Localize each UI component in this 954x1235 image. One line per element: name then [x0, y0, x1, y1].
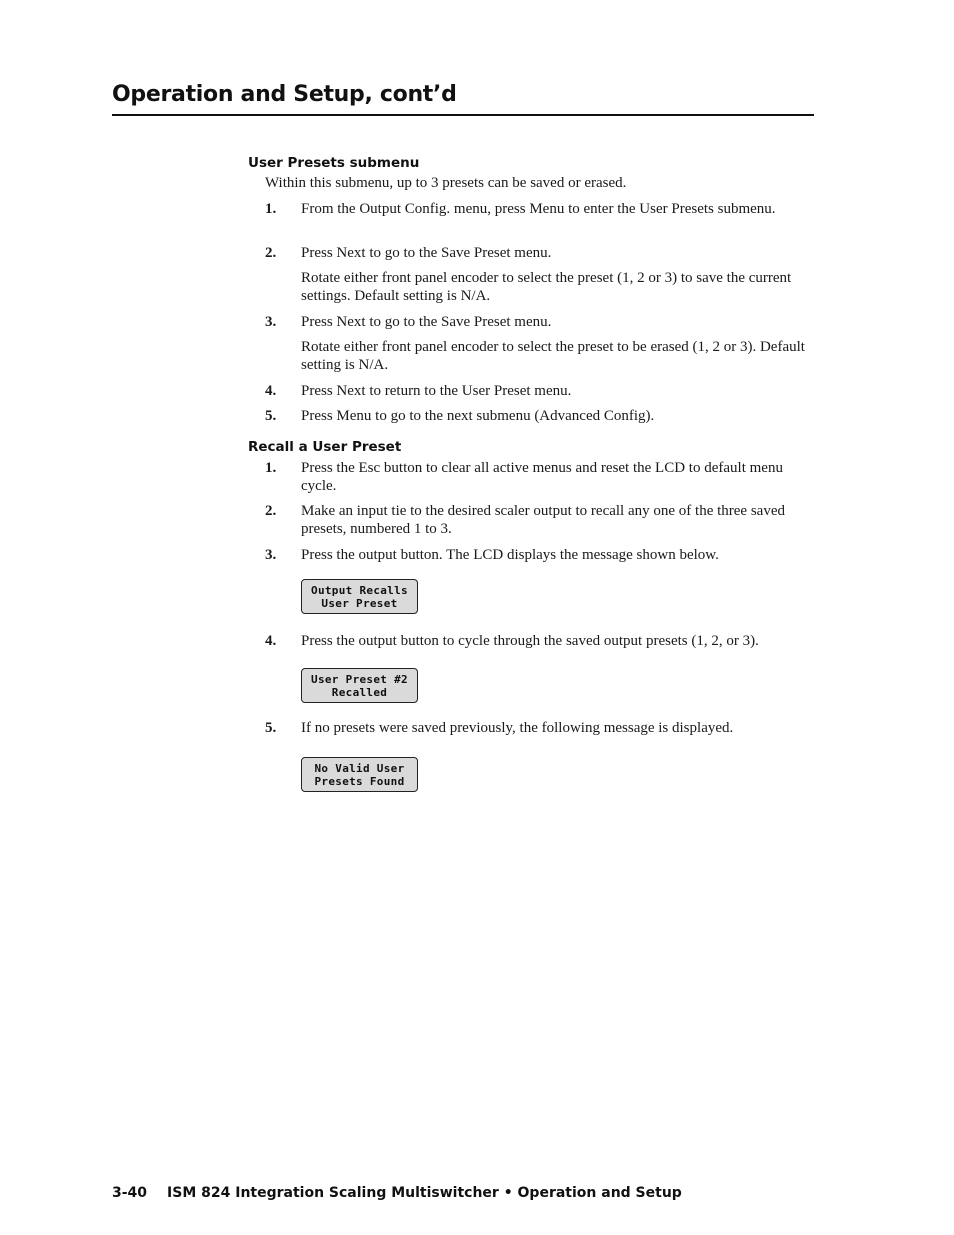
step-number: 5. — [265, 408, 277, 424]
step-number: 5. — [265, 720, 277, 736]
lcd-display — [301, 668, 418, 703]
step-text: Press Next to go to the Save Preset menu. — [301, 245, 552, 261]
section-heading-user-presets: User Presets submenu — [248, 155, 420, 171]
step-text: Press the Esc button to clear all active menus and reset the LCD to default menu cycle. — [301, 460, 783, 494]
lcd-line: User Preset — [321, 596, 398, 610]
step-number: 3. — [265, 314, 277, 330]
step-note: Rotate either front panel encoder to select the preset to be erased (1, 2 or 3). Default setting is N/A. — [301, 339, 805, 373]
footer-text: ISM 824 Integration Scaling Multiswitcher • Operation and Setup — [167, 1185, 682, 1201]
step-number: 2. — [265, 245, 277, 261]
step-text: If no presets were saved previously, the following message is displayed. — [301, 720, 734, 736]
step-number: 1. — [265, 201, 277, 217]
lcd-line: Output Recalls — [311, 583, 408, 597]
step-text: Press Menu to go to the next submenu (Advanced Config). — [301, 408, 655, 424]
page-title: Operation and Setup, cont’d — [112, 82, 457, 107]
lcd-display — [301, 579, 418, 614]
step-note: Rotate either front panel encoder to select the preset (1, 2 or 3) to save the current settings. Default setting is N/A. — [301, 270, 792, 304]
step-text: Press Next to go to the Save Preset menu. — [301, 314, 552, 330]
step-number: 1. — [265, 460, 277, 476]
step-number: 4. — [265, 633, 277, 649]
lcd-line: No Valid User — [314, 761, 405, 775]
section-heading-recall: Recall a User Preset — [248, 439, 402, 455]
lcd-line: User Preset #2 — [311, 672, 408, 686]
step-text: Press Next to return to the User Preset menu. — [301, 383, 572, 399]
step-text: Press the output button. The LCD displays the message shown below. — [301, 547, 719, 563]
page-number: 3-40 — [112, 1185, 148, 1201]
page-footer — [112, 1185, 682, 1201]
step-text: Press the output button to cycle through the saved output presets (1, 2, or 3). — [301, 633, 759, 649]
section-intro: Within this submenu, up to 3 presets can be saved or erased. — [265, 175, 627, 191]
step-text: From the Output Config. menu, press Menu to enter the User Presets submenu. — [301, 201, 776, 217]
step-number: 3. — [265, 547, 277, 563]
lcd-line: Presets Found — [314, 774, 405, 788]
lcd-line: Recalled — [331, 685, 388, 699]
lcd-display — [301, 757, 418, 792]
step-number: 4. — [265, 383, 277, 399]
step-number: 2. — [265, 503, 277, 519]
step-text: Make an input tie to the desired scaler output to recall any one of the three saved presets, numbered 1 to 3. — [301, 503, 785, 537]
header-rule — [112, 114, 814, 116]
